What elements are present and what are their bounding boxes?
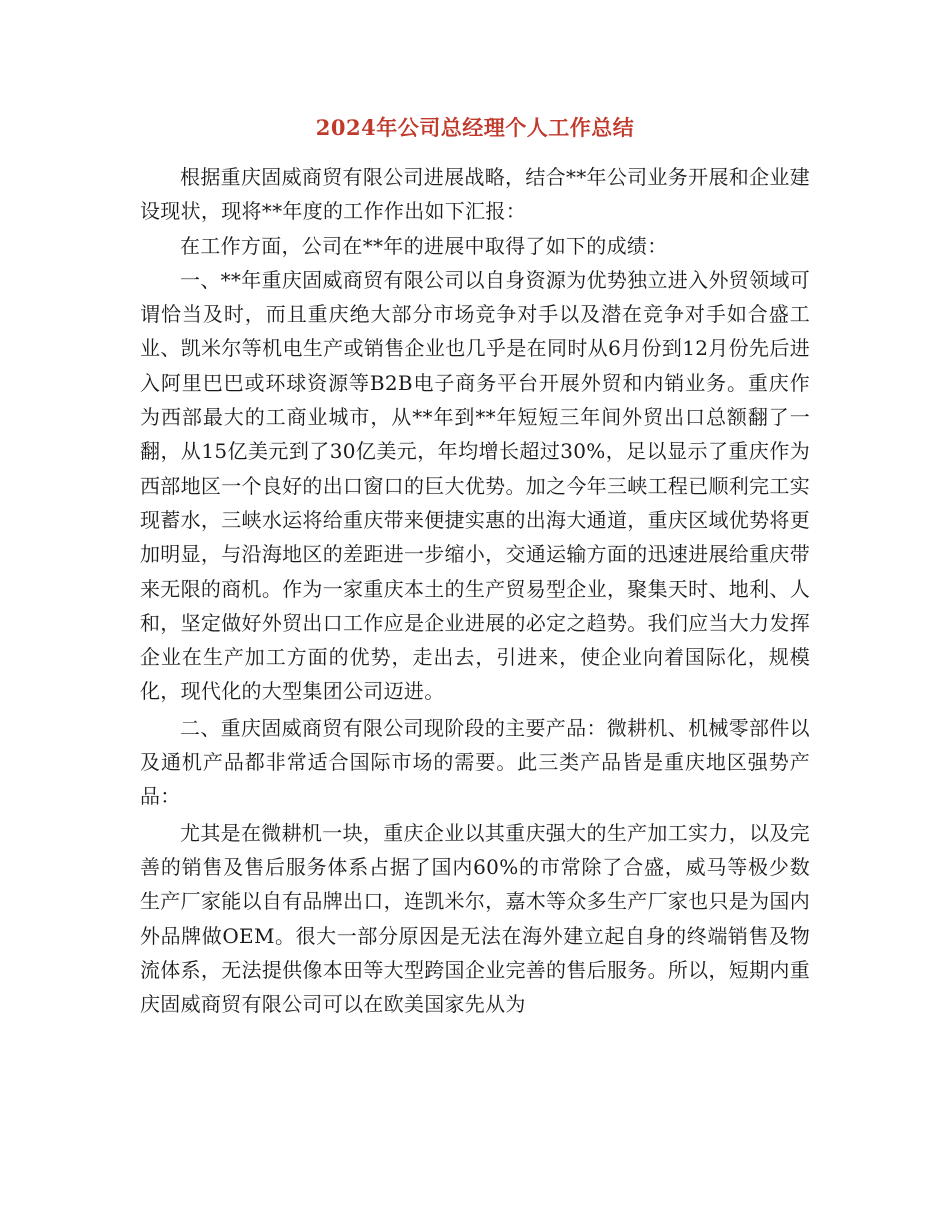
paragraph-achievements-lead: 在工作方面，公司在**年的进展中取得了如下的成绩：	[180, 233, 668, 258]
paragraph-intro: 根据重庆固威商贸有限公司进展战略，结合**年公司业务开展和企业建设现状，现将**年度的工作作出如下汇报：	[140, 165, 810, 224]
paragraph-section-one: 一、**年重庆固威商贸有限公司以自身资源为优势独立进入外贸领域可谓恰当及时，而且重庆绝大部分市场竞争对手以及潜在竞争对手如合盛工业、凯米尔等机电生产或销售企业也几乎是在同时从6月份到12月份先后进入阿里巴巴或环球资源等B2B电子商务平台开展外贸和内销业务。重庆作为西部最大的工商业城市，从**年到**年短短三年间外贸出口总额翻了一翻，从15亿美元到了30亿美元，年均增长超过30%，足以显示了重庆作为西部地区一个良好的出口窗口的巨大优势。加之今年三峡工程已顺利完工实现蓄水，三峡水运将给重庆带来便捷实惠的出海大通道，重庆区域优势将更加明显，与沿海地区的差距进一步缩小，交通运输方面的迅速进展给重庆带来无限的商机。作为一家重庆本土的生产贸易型企业，聚集天时、地利、人和，坚定做好外贸出口工作应是企业进展的必定之趋势。我们应当大力发挥企业在生产加工方面的优势，走出去，引进来，使企业向着国际化，规模化，现代化的大型集团公司迈进。	[140, 267, 810, 704]
document-title: 2024年公司总经理个人工作总结	[315, 115, 635, 140]
paragraph-microtiller: 尤其是在微耕机一块，重庆企业以其重庆强大的生产加工实力，以及完善的销售及售后服务体系占据了国内60%的市常除了合盛，威马等极少数生产厂家能以自有品牌出口，连凯米尔，嘉木等众多生产厂家也只是为国内外品牌做OEM。很大一部分原因是无法在海外建立起自身的终端销售及物流体系，无法提供像本田等大型跨国企业完善的售后服务。所以，短期内重庆固威商贸有限公司可以在欧美国家先从为	[140, 820, 810, 1017]
document-body	[140, 160, 810, 1021]
paragraph-section-two: 二、重庆固威商贸有限公司现阶段的主要产品：微耕机、机械零部件以及通机产品都非常适合国际市场的需要。此三类产品皆是重庆地区强势产品：	[140, 715, 810, 809]
